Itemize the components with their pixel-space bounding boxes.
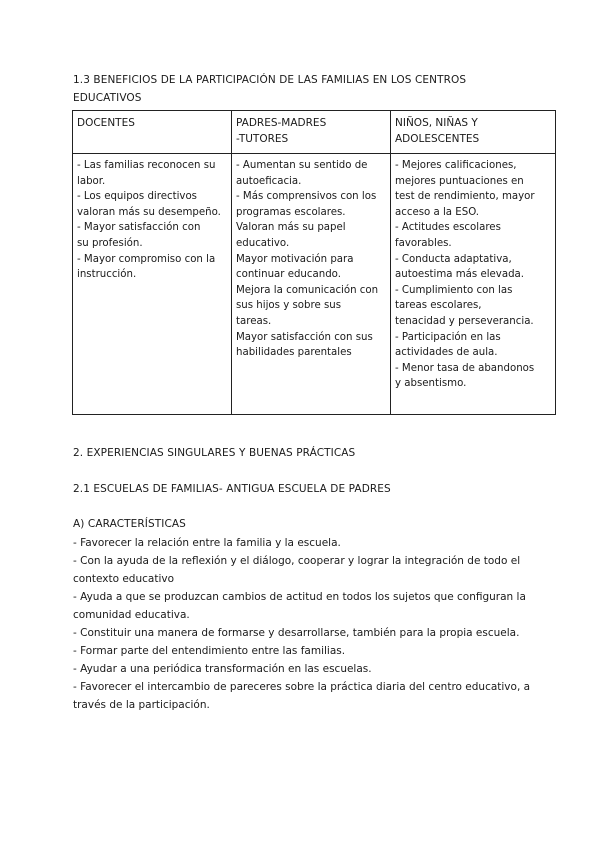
section-2-1-title: 2.1 ESCUELAS DE FAMILIAS- ANTIGUA ESCUELA DE PADRES [73, 483, 391, 495]
header-ninos-line1: NIÑOS, NIÑAS Y [395, 117, 478, 129]
padres-line: educativo. [236, 237, 290, 249]
padres-line: tareas. [236, 315, 272, 327]
ninos-line: y absentismo. [395, 378, 467, 390]
header-padres-line2: -TUTORES [236, 133, 289, 145]
padres-line: - Más comprensivos con los [236, 191, 377, 203]
list-item: través de la participación. [73, 699, 210, 711]
ninos-line: - Mejores calificaciones, [395, 160, 517, 171]
header-padres-line1: PADRES-MADRES [236, 117, 327, 129]
ninos-line: - Cumplimiento con las [395, 284, 513, 296]
cell-ninos [391, 154, 556, 415]
cell-padres [232, 154, 391, 415]
ninos-line: autoestima más elevada. [395, 269, 525, 281]
docentes-line: instrucción. [77, 269, 137, 281]
padres-line: Mayor motivación para [236, 253, 354, 265]
table-header-row [73, 111, 556, 154]
header-padres [232, 111, 391, 154]
caracteristicas-list [73, 534, 533, 714]
ninos-line: actividades de aula. [395, 347, 498, 359]
docentes-line: - Las familias reconocen su [77, 160, 216, 171]
section-2-title: 2. EXPERIENCIAS SINGULARES Y BUENAS PRÁCTICAS [73, 447, 356, 459]
cell-docentes [73, 154, 232, 415]
header-docentes [73, 111, 232, 154]
list-item: - Con la ayuda de la reflexión y el diálogo, cooperar y lograr la integración de todo el [73, 555, 521, 567]
list-item: - Constituir una manera de formarse y desarrollarse, también para la propia escuela. [73, 627, 520, 639]
section-1-3-title-line2: EDUCATIVOS [73, 92, 142, 104]
ninos-line: tareas escolares, [395, 300, 482, 312]
docentes-line: su profesión. [77, 237, 143, 249]
list-item: - Formar parte del entendimiento entre las familias. [73, 645, 346, 657]
section-1-3-title [73, 71, 533, 107]
header-docentes-label: DOCENTES [77, 117, 135, 129]
padres-line: Mejora la comunicación con [236, 284, 379, 296]
ninos-line: favorables. [395, 237, 452, 249]
caracteristicas-title: A) CARACTERÍSTICAS [73, 518, 186, 530]
list-item: - Favorecer el intercambio de pareceres sobre la práctica diaria del centro educativo, a [73, 681, 531, 693]
padres-line: autoeficacia. [236, 175, 302, 187]
ninos-line: tenacidad y perseverancia. [395, 315, 534, 327]
padres-line: sus hijos y sobre sus [236, 300, 342, 312]
docentes-line: labor. [77, 175, 106, 187]
list-item: - Ayudar a una periódica transformación en las escuelas. [73, 663, 372, 675]
docentes-line: - Mayor compromiso con la [77, 253, 216, 265]
header-ninos-line2: ADOLESCENTES [395, 133, 480, 145]
docentes-line: - Mayor satisfacción con [77, 222, 201, 234]
ninos-line: - Actitudes escolares [395, 222, 501, 234]
benefits-table [72, 110, 556, 415]
padres-line: programas escolares. [236, 206, 346, 218]
list-item: - Favorecer la relación entre la familia y la escuela. [73, 537, 341, 549]
list-item: contexto educativo [73, 573, 174, 585]
ninos-line: - Conducta adaptativa, [395, 253, 512, 265]
padres-line: Valoran más su papel [236, 222, 346, 234]
section-1-3-title-line1: 1.3 BENEFICIOS DE LA PARTICIPACIÓN DE LAS FAMILIAS EN LOS CENTROS [73, 74, 467, 86]
docentes-line: valoran más su desempeño. [77, 206, 221, 218]
ninos-line: acceso a la ESO. [395, 206, 480, 218]
ninos-line: - Participación en las [395, 331, 501, 343]
list-item: comunidad educativa. [73, 609, 190, 621]
padres-line: continuar educando. [236, 269, 341, 281]
header-ninos [391, 111, 556, 154]
padres-line: - Aumentan su sentido de [236, 160, 368, 171]
ninos-line: test de rendimiento, mayor [395, 191, 535, 203]
ninos-line: mejores puntuaciones en [395, 175, 524, 187]
list-item: - Ayuda a que se produzcan cambios de actitud en todos los sujetos que configuran la [73, 591, 526, 603]
padres-line: Mayor satisfacción con sus [236, 331, 373, 343]
padres-line: habilidades parentales [236, 347, 352, 359]
ninos-line: - Menor tasa de abandonos [395, 362, 535, 374]
docentes-line: - Los equipos directivos [77, 191, 197, 203]
table-body-row [73, 154, 556, 415]
